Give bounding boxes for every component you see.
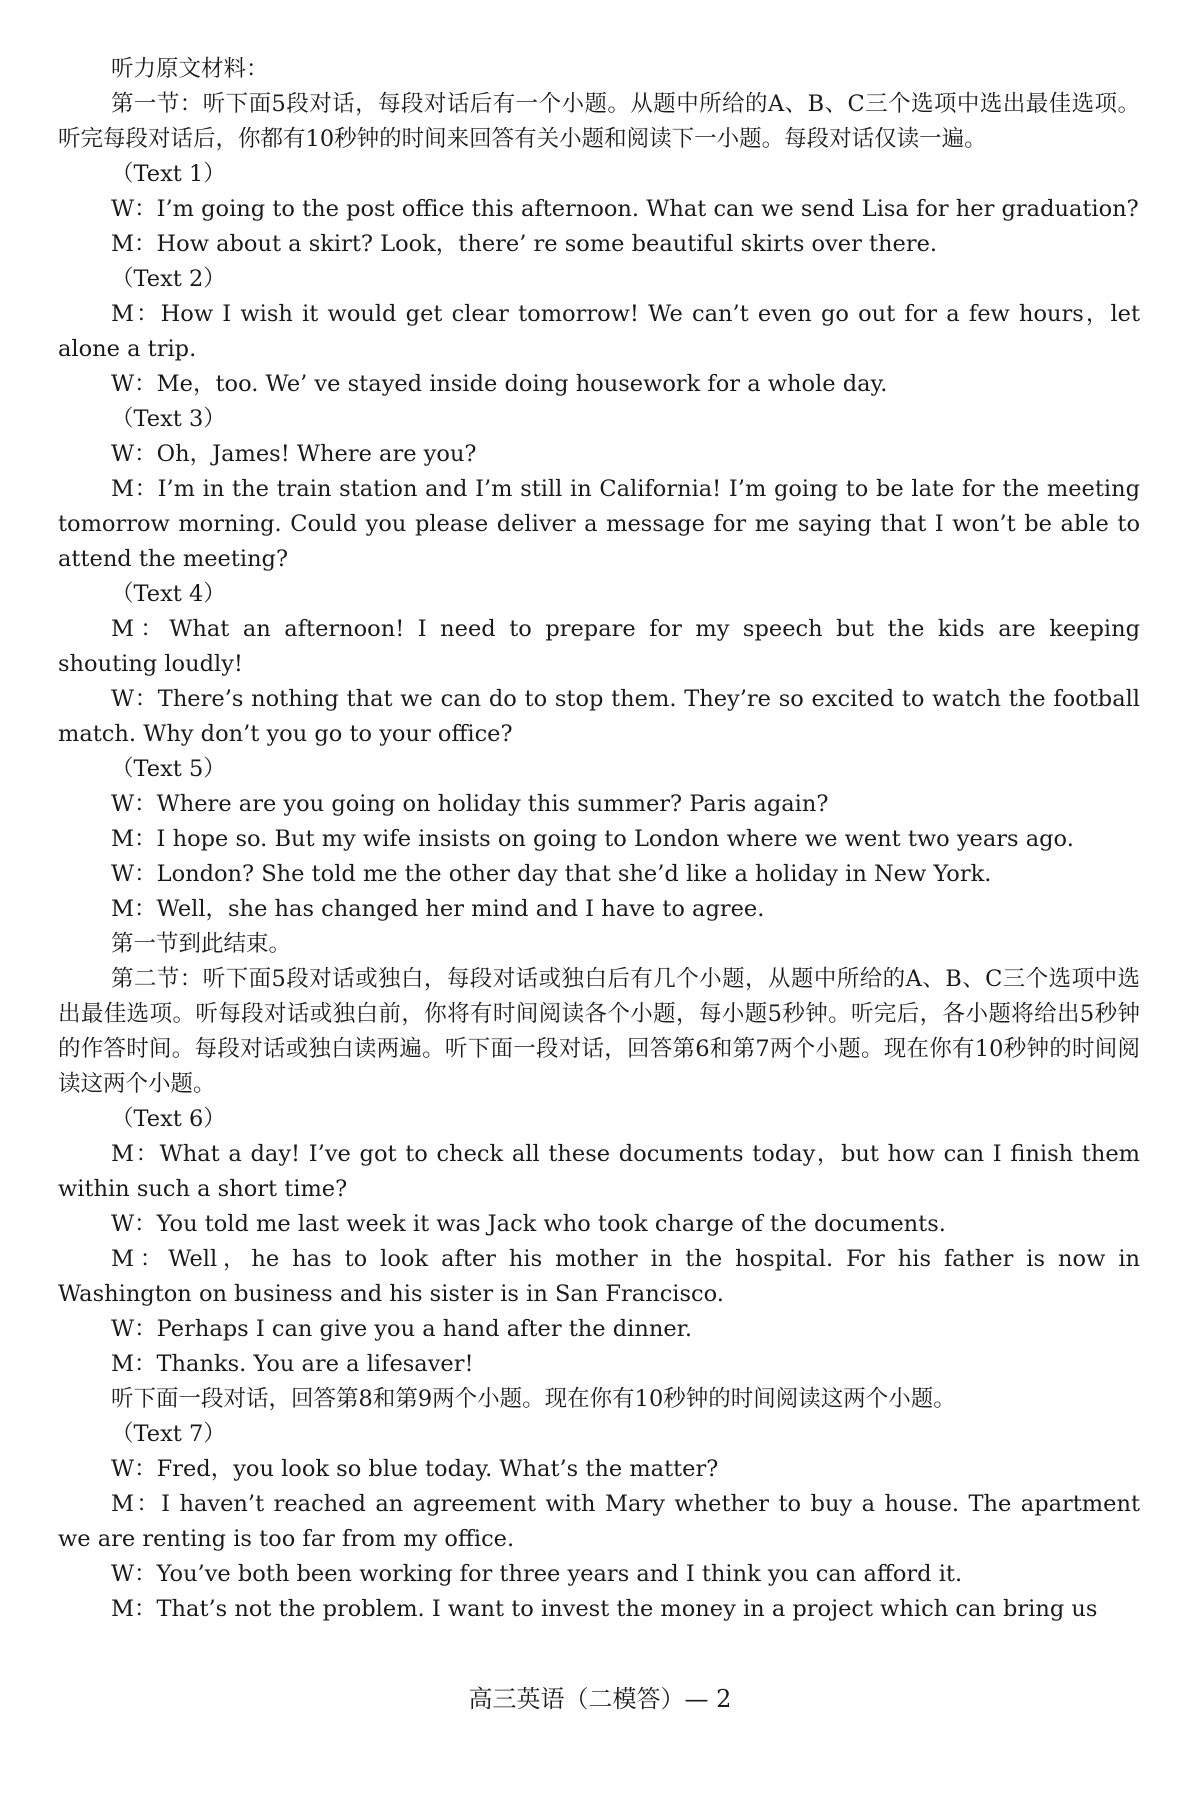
paragraph: （Text 3）	[111, 406, 226, 432]
paragraph: 听下面一段对话，回答第8和第9两个小题。现在你有10秒钟的时间阅读这两个小题。	[111, 1386, 956, 1412]
page-footer: 高三英语（二模答）— 2	[468, 1685, 732, 1713]
paragraph: M：How about a skirt? Look，there’ re some beautiful skirts over there.	[111, 231, 938, 257]
paragraph: M：Thanks. You are a lifesaver!	[111, 1351, 474, 1377]
document-body	[58, 52, 1140, 1627]
paragraph: 第一节：听下面5段对话，每段对话后有一个小题。从题中所给的A、B、C三个选项中选出最佳选项。听完每段对话后，你都有10秒钟的时间来回答有关小题和阅读下一小题。每段对话仅读一遍。	[58, 91, 1140, 152]
paragraph: W：Me，too. We’ ve stayed inside doing housework for a whole day.	[111, 371, 888, 397]
paragraph: （Text 6）	[111, 1106, 226, 1132]
paragraph: M：I’m in the train station and I’m still in California! I’m going to be late for the meeting tomorrow morning. Could you please deliver a message for me saying that I won’t be able to attend the meeting?	[58, 476, 1140, 572]
paragraph: （Text 7）	[111, 1421, 226, 1447]
paragraph: M：I hope so. But my wife insists on going to London where we went two years ago.	[111, 826, 1074, 852]
paragraph: W：Fred，you look so blue today. What’s the matter?	[111, 1456, 719, 1482]
paragraph: （Text 5）	[111, 756, 226, 782]
paragraph: （Text 2）	[111, 266, 226, 292]
paragraph: W：Perhaps I can give you a hand after the dinner.	[111, 1316, 693, 1342]
paragraph: 第二节：听下面5段对话或独白，每段对话或独白后有几个小题，从题中所给的A、B、C三个选项中选出最佳选项。听每段对话或独白前，你将有时间阅读各个小题，每小题5秒钟。听完后，各小题将给出5秒钟的作答时间。每段对话或独白读两遍。听下面一段对话，回答第6和第7两个小题。现在你有10秒钟的时间阅读这两个小题。	[58, 966, 1140, 1097]
paragraph: W：Where are you going on holiday this summer? Paris again?	[111, 791, 829, 817]
paragraph: M：What an afternoon! I need to prepare for my speech but the kids are keeping shouting loudly!	[58, 616, 1140, 677]
paragraph: 听力原文材料：	[111, 56, 269, 82]
paragraph: （Text 1）	[111, 161, 226, 187]
paragraph: W：London? She told me the other day that she’d like a holiday in New York.	[111, 861, 992, 887]
paragraph: M：I haven’t reached an agreement with Mary whether to buy a house. The apartment we are renting is too far from my office.	[58, 1491, 1140, 1552]
paragraph: M：Well，she has changed her mind and I have to agree.	[111, 896, 765, 922]
paragraph: W：Oh，James! Where are you?	[111, 441, 477, 467]
paragraph: W：There’s nothing that we can do to stop them. They’re so excited to watch the football match. Why don’t you go to your office?	[58, 686, 1140, 747]
paragraph: W：You told me last week it was Jack who took charge of the documents.	[111, 1211, 946, 1237]
paragraph: （Text 4）	[111, 581, 226, 607]
paragraph: W：You’ve both been working for three years and I think you can afford it.	[111, 1561, 963, 1587]
paragraph: M：That’s not the problem. I want to invest the money in a project which can bring us	[111, 1596, 1098, 1622]
paragraph: M：What a day! I’ve got to check all these documents today，but how can I finish them within such a short time?	[58, 1141, 1140, 1202]
paragraph: W：I’m going to the post office this afternoon. What can we send Lisa for her graduation?	[111, 196, 1139, 222]
paragraph: 第一节到此结束。	[111, 931, 292, 957]
paragraph: M：Well，he has to look after his mother in the hospital. For his father is now in Washington on business and his sister is in San Francisco.	[58, 1246, 1140, 1307]
paragraph: M：How I wish it would get clear tomorrow! We can’t even go out for a few hours，let alone a trip.	[58, 301, 1140, 362]
